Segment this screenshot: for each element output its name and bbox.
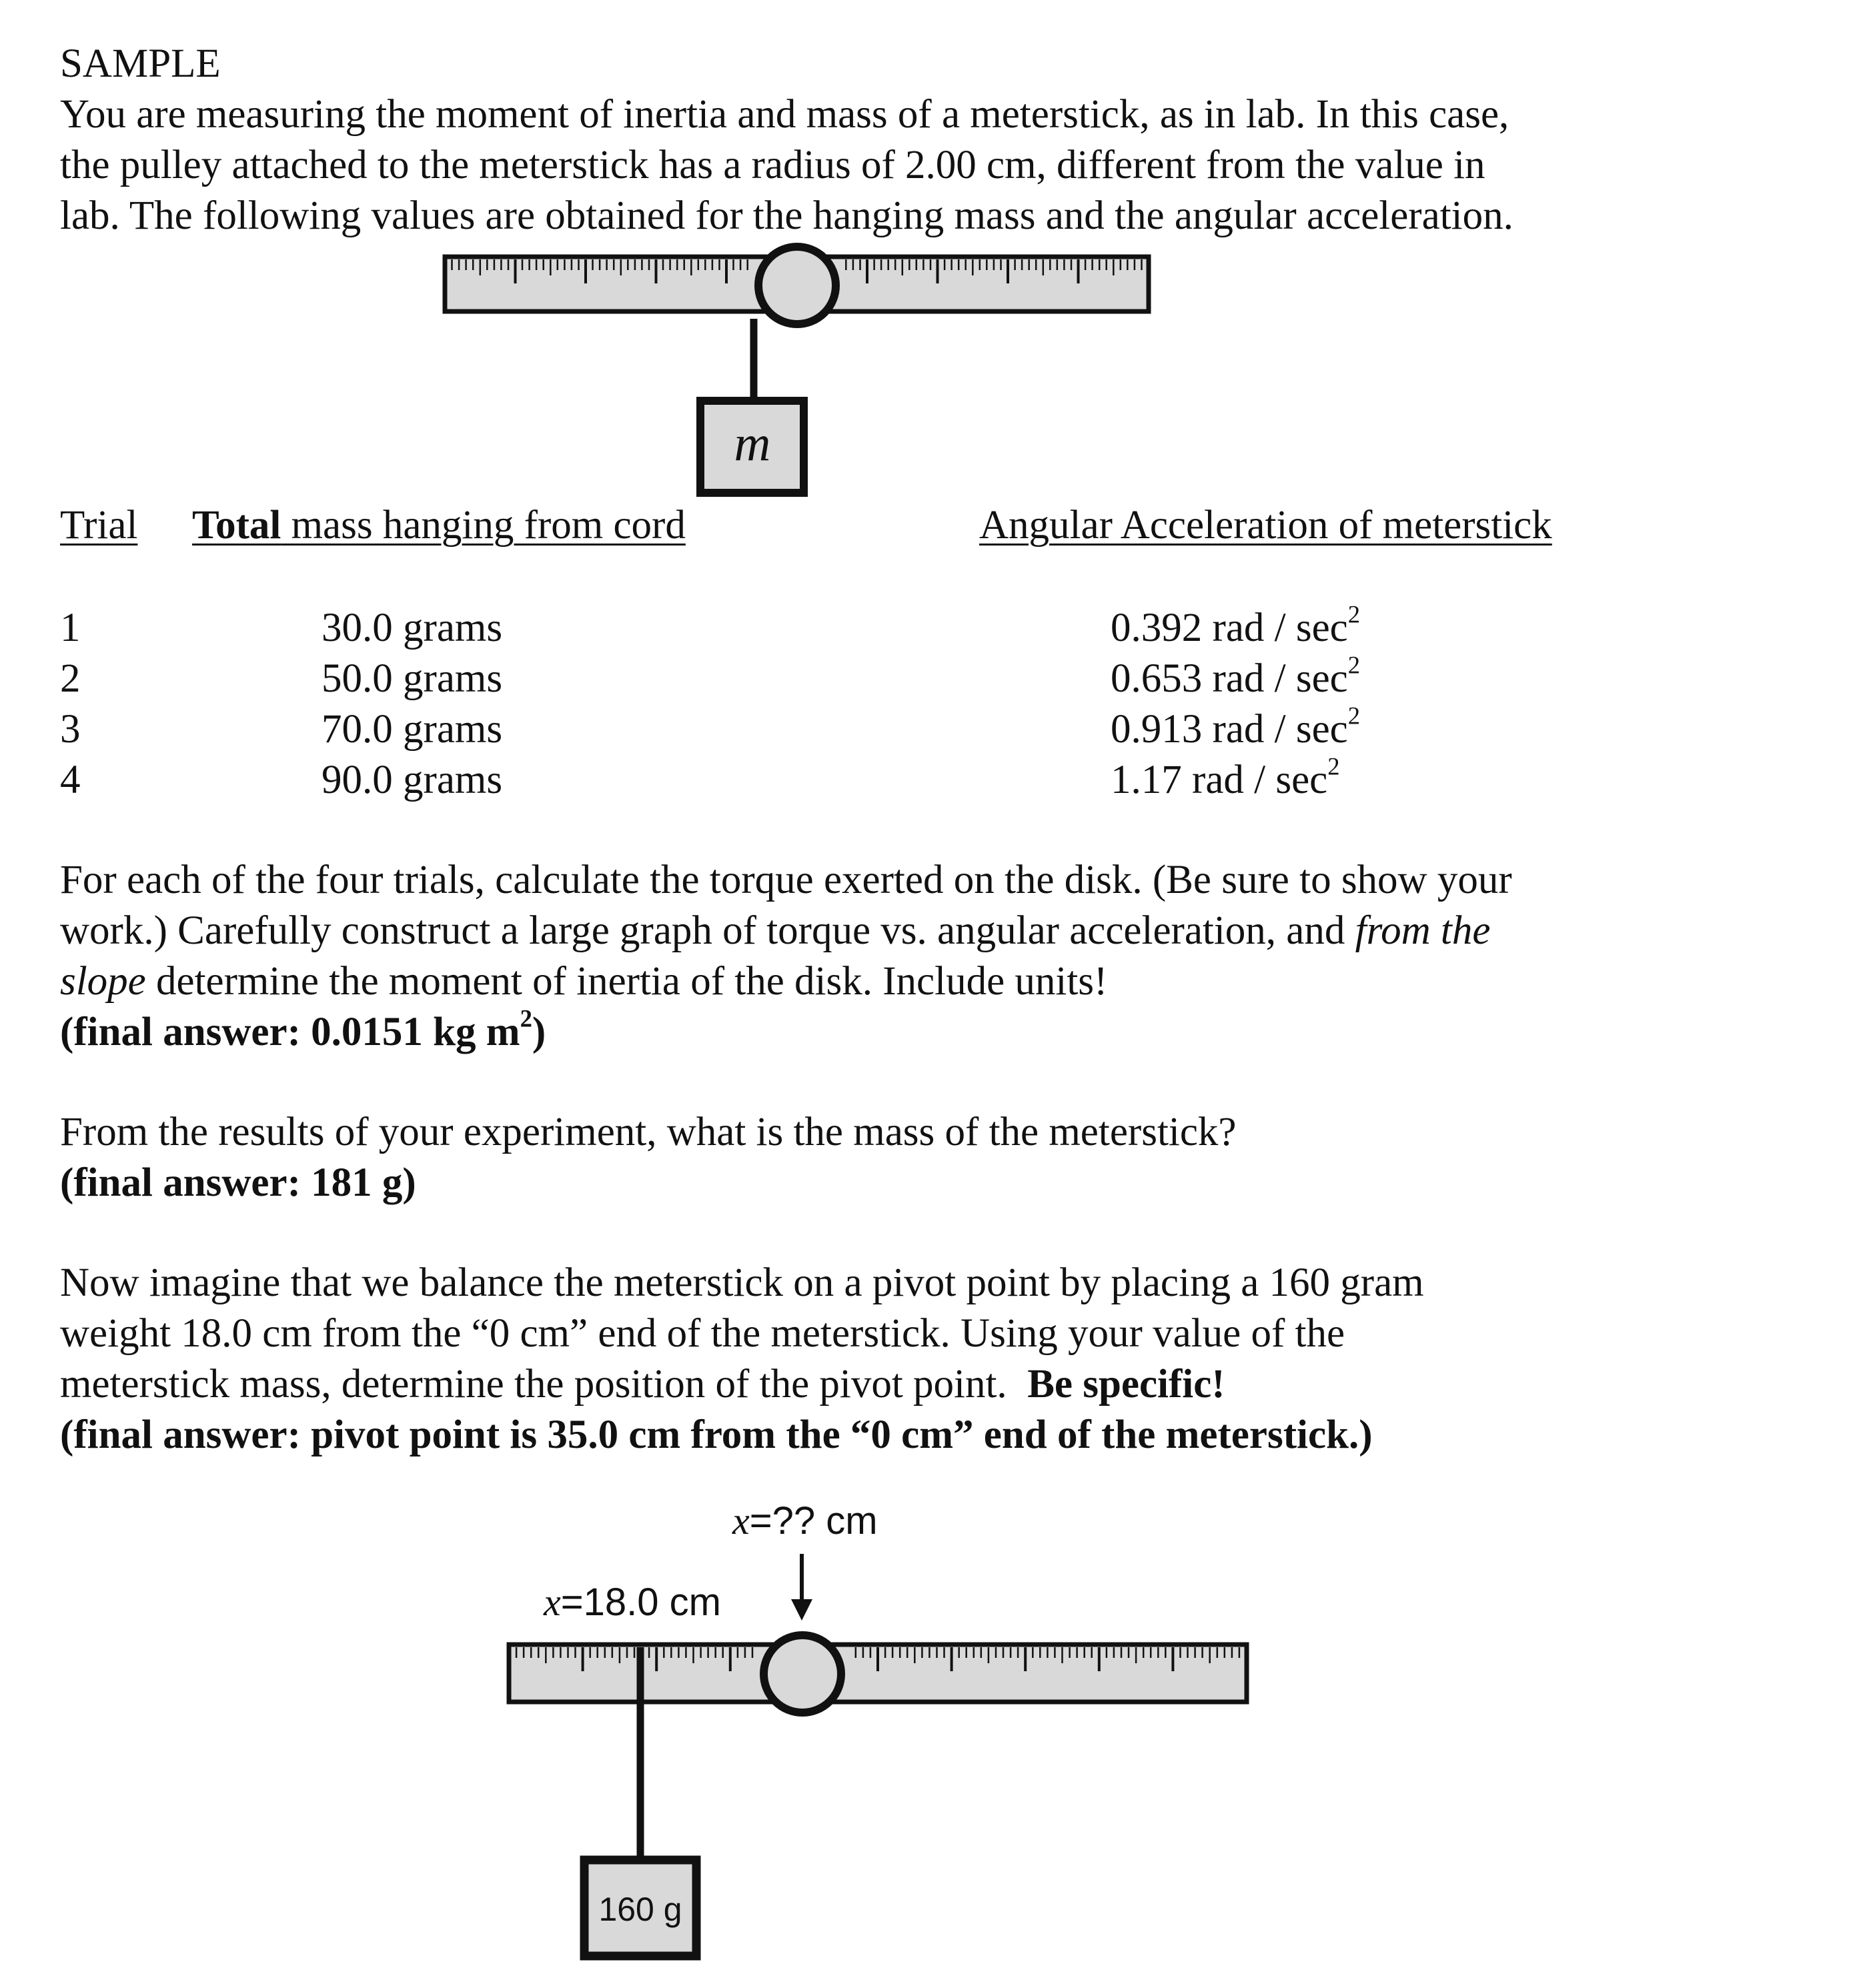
row-1-trial: 1 (60, 606, 81, 650)
q1-line-3: slope determine the moment of inertia of the disk. Include units! (60, 959, 1108, 1004)
row-3-accel: 0.913 rad / $\sec^2$ (1111, 702, 1361, 752)
header-mass-rest: mass hanging from cord (281, 503, 686, 548)
row-4-accel: 1.17 rad / $\sec^2$ (1111, 752, 1340, 802)
row-2-accel: 0.653 rad / $\sec^2$ (1111, 651, 1361, 701)
row-2-trial: 2 (60, 656, 81, 701)
row-4-trial: 4 (60, 758, 81, 802)
row-1-mass: 30.0 grams (322, 606, 503, 650)
pivot-point (764, 1635, 841, 1713)
q1-line-1: For each of the four trials, calculate the torque exerted on the disk. (Be sure to show your (60, 858, 1512, 902)
q3-line-3: meterstick mass, determine the position of the pivot point. Be specific! (60, 1362, 1225, 1406)
q1-answer: (final answer: 0.0151 kg $m^2$) (60, 1004, 546, 1054)
pivot-arrow-head (791, 1599, 812, 1621)
heading: SAMPLE (60, 41, 221, 86)
mass-label: m (734, 415, 771, 471)
header-accel: Angular Acceleration of meterstick (979, 503, 1552, 548)
pivot-position-label: x=?? cm (732, 1499, 878, 1543)
intro-line-2: the pulley attached to the meterstick has a radius of 2.00 cm, different from the value in (60, 143, 1485, 187)
q2-line: From the results of your experiment, what is the mass of the meterstick? (60, 1110, 1237, 1154)
q2-answer: (final answer: 181 g) (60, 1160, 416, 1205)
intro-line-3: lab. The following values are obtained for the hanging mass and the angular acceleration. (60, 193, 1513, 238)
header-mass-bold: Total (192, 503, 281, 548)
row-3-trial: 3 (60, 707, 81, 752)
q1-line-2: work.) Carefully construct a large graph of torque vs. angular acceleration, and from the (60, 908, 1491, 953)
row-1-accel: 0.392 rad / $\sec^2$ (1111, 600, 1361, 650)
q3-answer: (final answer: pivot point is 35.0 cm from the “0 cm” end of the meterstick.) (60, 1412, 1373, 1457)
meterstick-ruler-bottom (509, 1645, 1247, 1702)
row-3-mass: 70.0 grams (322, 707, 503, 752)
row-4-mass: 90.0 grams (322, 758, 503, 802)
intro-line-1: You are measuring the moment of inertia and mass of a meterstick, as in lab. In this case, (60, 92, 1509, 137)
weight-value-label: 160 g (598, 1891, 682, 1928)
q3-line-1: Now imagine that we balance the meterstick on a pivot point by placing a 160 gram (60, 1260, 1424, 1305)
q3-line-2: weight 18.0 cm from the “0 cm” end of the meterstick. Using your value of the (60, 1311, 1345, 1356)
weight-position-label: x=18.0 cm (544, 1581, 721, 1624)
header-trial: Trial (60, 503, 138, 548)
row-2-mass: 50.0 grams (322, 656, 503, 701)
